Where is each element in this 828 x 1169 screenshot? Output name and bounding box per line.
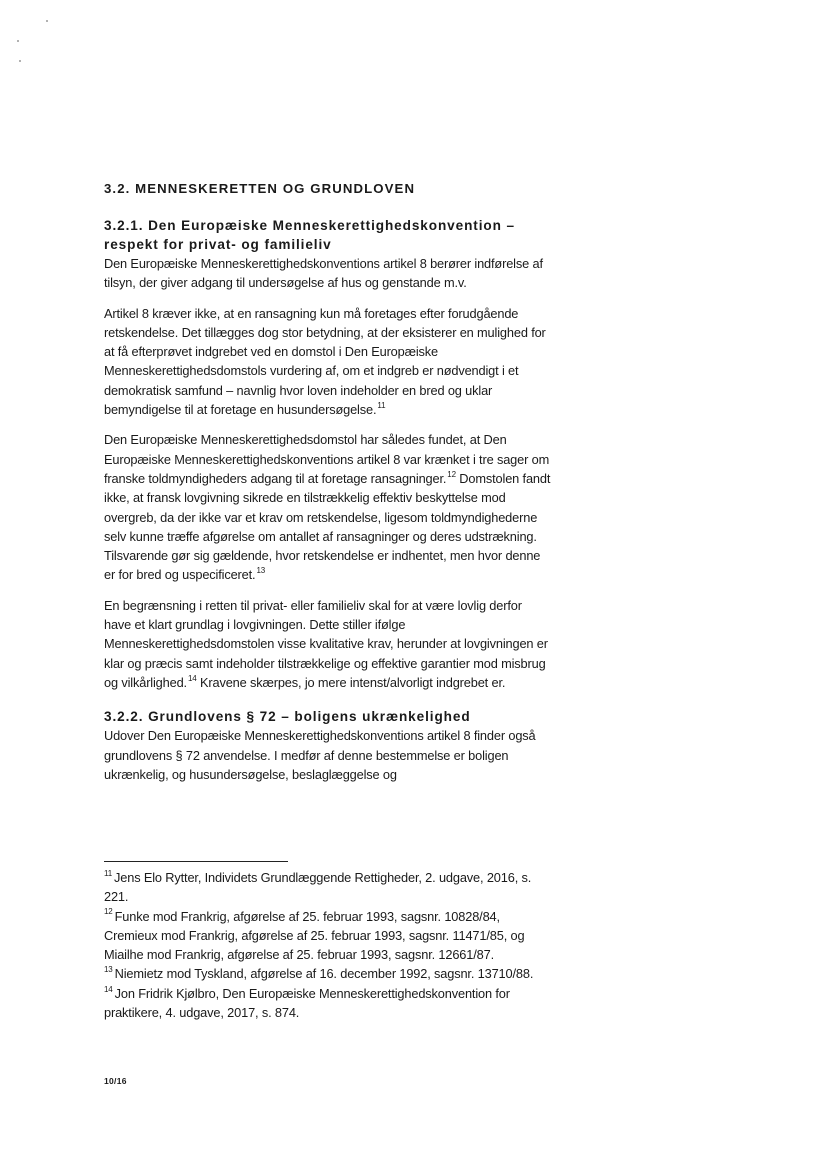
page-number: 10/16 <box>104 1076 127 1086</box>
footnote-text: Jon Fridrik Kjølbro, Den Europæiske Menneskerettighedskonvention for praktikere, 4. udgave, 2017, s. 874. <box>104 985 510 1021</box>
document-body <box>104 180 552 784</box>
footnote-ref: 14 <box>187 673 197 683</box>
paragraph <box>104 430 552 584</box>
footnote <box>104 907 552 965</box>
paragraph-text: Domstolen fandt ikke, at fransk lovgivning sikrede en tilstrækkelig effektiv beskyttelse mod overgreb, da der ikke var et krav om retskendelse, ligesom toldmyndighederne selv kunne træffe afgørelse om antallet af ransagninger og deres udstrækning. Tilsvarende gør sig gældende, hvor retskendelse er indhentet, men hvor denne er for bred og uspecificeret. <box>104 470 551 583</box>
paragraph <box>104 596 552 692</box>
paragraph-text: Artikel 8 kræver ikke, at en ransagning kun må foretages efter forudgående retskendelse. Det tillægges dog stor betydning, at der eksisterer en mulighed for at få efterprøvet indgrebet ved en domstol i Den Europæiske Menneskerettighedsdomstols vurdering af, om et indgreb er nødvendigt i et demokratisk samfund – navnlig hvor loven indeholder en bred og uklar bemyndigelse til at foretage en husundersøgelse. <box>104 305 546 418</box>
footnote-number: 12 <box>104 907 113 917</box>
paragraph <box>104 254 552 293</box>
footnote-text: Funke mod Frankrig, afgørelse af 25. februar 1993, sagsnr. 10828/84, Cremieux mod Frankrig, afgørelse af 25. februar 1993, sagsnr. 11471/85, og Miailhe mod Frankrig, afgørelse af 25. februar 1993, sagsnr. 12661/87. <box>104 908 525 963</box>
paragraph-text: Den Europæiske Menneskerettighedsdomstol har således fundet, at Den Europæiske Menneskerettighedskonventions artikel 8 var krænket i tre sager om franske toldmyndigheders adgang til at foretage ransagninger. <box>104 432 550 486</box>
scan-speck <box>46 20 48 22</box>
paragraph-text: En begrænsning i retten til privat- eller familieliv skal for at være lovlig derfor have et klart grundlag i lovgivningen. Dette stiller ifølge Menneskerettighedsdomstolen visse kvalitative krav, herunder at lovgivningen er klar og præcis samt indeholder tilstrækkelige og effektive garantier mod misbrug og vilkårlighed. <box>104 597 548 690</box>
footnote-number: 11 <box>104 868 113 878</box>
paragraph-text: Den Europæiske Menneskerettighedskonventions artikel 8 berører indførelse af tilsyn, der giver adgang til undersøgelse af hus og genstande m.v. <box>104 256 543 291</box>
footnote <box>104 984 552 1023</box>
paragraph <box>104 304 552 420</box>
footnote-text: Niemietz mod Tyskland, afgørelse af 16. december 1992, sagsnr. 13710/88. <box>114 966 534 982</box>
scan-speck <box>19 60 21 62</box>
paragraph-text: Udover Den Europæiske Menneskerettighedskonventions artikel 8 finder også grundlovens § 72 anvendelse. I medfør af denne bestemmelse er boligen ukrænkelig, og husundersøgelse, beslaglæggelse og <box>104 728 536 782</box>
subsection-heading-constitution: 3.2.2. Grundlovens § 72 – boligens ukrænkelighed <box>104 709 471 725</box>
footnote-number: 13 <box>104 965 113 975</box>
footnote-text: Jens Elo Rytter, Individets Grundlæggende Rettigheder, 2. udgave, 2016, s. 221. <box>104 870 532 905</box>
footnote <box>104 964 552 983</box>
paragraph-text: Kravene skærpes, jo mere intenst/alvorligt indgrebet er. <box>196 674 506 690</box>
scan-speck <box>17 40 19 42</box>
footnote-ref: 12 <box>447 469 456 479</box>
footnote-ref: 13 <box>256 566 266 576</box>
paragraph <box>104 726 552 784</box>
footnote-number: 14 <box>104 984 113 994</box>
footnote <box>104 868 552 907</box>
subsection-heading-echr: 3.2.1. Den Europæiske Menneskerettighedskonvention – respekt for privat- og familieliv <box>104 218 515 252</box>
footnote-ref: 11 <box>377 400 386 410</box>
section-heading: 3.2. MENNESKERETTEN OG GRUNDLOVEN <box>104 181 416 196</box>
footnote-divider <box>104 861 288 862</box>
footnotes <box>104 868 552 1022</box>
